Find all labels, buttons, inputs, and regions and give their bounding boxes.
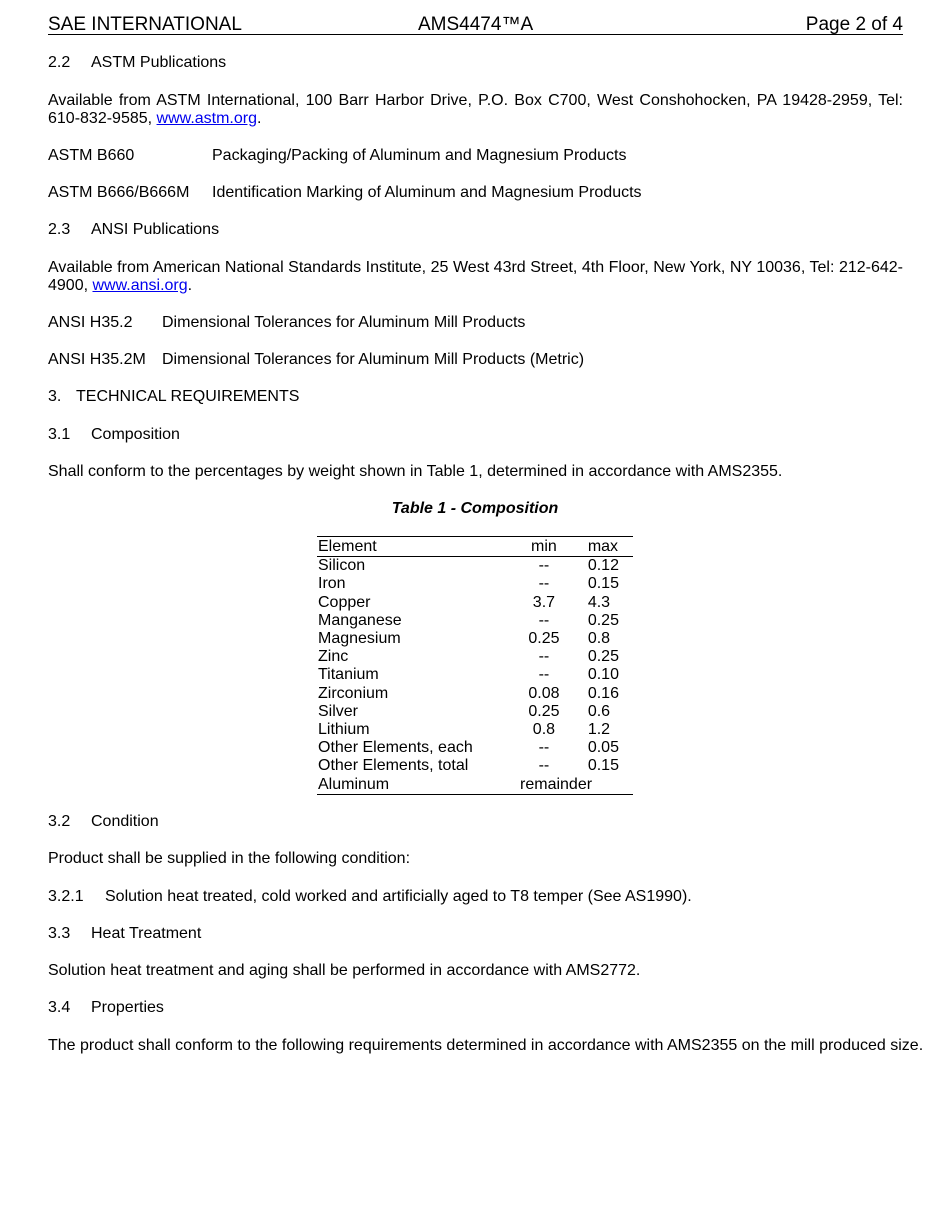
ansi-link[interactable]: www.ansi.org <box>92 277 188 294</box>
section-3-title: TECHNICAL REQUIREMENTS <box>76 388 300 405</box>
table-row <box>317 575 633 593</box>
col-header-max: max <box>578 537 633 557</box>
cell-max: 4.3 <box>587 593 611 611</box>
cell-max: 0.15 <box>587 757 619 775</box>
cell-element: Copper <box>318 593 371 611</box>
cell-element: Zirconium <box>318 684 389 702</box>
cell-max: 0.10 <box>587 666 619 684</box>
section-3-4-number: 3.4 <box>48 999 71 1016</box>
cell-max: 0.12 <box>587 557 619 575</box>
ref-title: Dimensional Tolerances for Aluminum Mill Products <box>162 314 526 331</box>
cell-max: 0.25 <box>587 648 619 666</box>
astm-link[interactable]: www.astm.org <box>156 110 257 127</box>
cell-min: -- <box>538 648 550 666</box>
cell-element: Iron <box>318 575 346 593</box>
ansi-availability-text: Available from American National Standards Institute, 25 West 43rd Street, 4th Floor, New York, NY 10036, Tel: 212-642-4900, www.ansi.org. <box>48 259 903 294</box>
cell-element: Aluminum <box>318 775 390 793</box>
section-3-3-number: 3.3 <box>48 925 71 942</box>
section-3-number: 3. <box>48 388 62 405</box>
heat-treatment-text: Solution heat treatment and aging shall be performed in accordance with AMS2772. <box>48 962 641 979</box>
cell-max: 0.8 <box>587 630 611 648</box>
cell-min: -- <box>538 666 550 684</box>
composition-table <box>317 536 633 795</box>
cell-max: 0.16 <box>587 684 619 702</box>
cell-min: 3.7 <box>532 593 556 611</box>
cell-element: Other Elements, each <box>318 739 473 757</box>
cell-element: Titanium <box>318 666 379 684</box>
section-2-3-number: 2.3 <box>48 221 71 238</box>
properties-text: The product shall conform to the following requirements determined in accordance with AMS2355 on the mill produced size. <box>48 1037 924 1054</box>
cell-element: Lithium <box>318 720 370 738</box>
table-row <box>317 685 633 703</box>
table-row <box>317 557 633 576</box>
cell-min: -- <box>538 757 550 775</box>
section-3-1-title: Composition <box>91 426 180 443</box>
cell-max: 0.15 <box>587 575 619 593</box>
table-row <box>317 739 633 757</box>
ref-title: Dimensional Tolerances for Aluminum Mill Products (Metric) <box>162 351 585 368</box>
ref-title: Packaging/Packing of Aluminum and Magnesium Products <box>212 147 627 164</box>
table-row <box>317 648 633 666</box>
header-doc-id: AMS4474™A <box>418 14 534 35</box>
table-row <box>317 612 633 630</box>
cell-element: Zinc <box>318 648 349 666</box>
cell-max: 0.25 <box>587 611 619 629</box>
table-row <box>317 721 633 739</box>
header-org: SAE INTERNATIONAL <box>48 14 242 35</box>
table-row <box>317 775 633 794</box>
section-2-2-number: 2.2 <box>48 54 71 71</box>
cell-min: 0.25 <box>528 630 560 648</box>
cell-max: 1.2 <box>587 720 611 738</box>
cell-element: Silicon <box>318 557 366 575</box>
table-row <box>317 594 633 612</box>
cell-min: -- <box>538 575 550 593</box>
table-header-row <box>317 537 633 557</box>
table-row <box>317 630 633 648</box>
ref-code: ANSI H35.2 <box>48 314 133 331</box>
section-3-3-title: Heat Treatment <box>91 925 202 942</box>
astm-availability-text: Available from ASTM International, 100 Barr Harbor Drive, P.O. Box C700, West Conshohocken, PA 19428-2959, Tel: 610-832-9585, www.astm.org. <box>48 92 903 127</box>
table-row <box>317 757 633 775</box>
cell-element: Magnesium <box>318 630 401 648</box>
section-3-2-1-number: 3.2.1 <box>48 888 84 905</box>
cell-min: 0.25 <box>528 702 560 720</box>
section-3-1-number: 3.1 <box>48 426 71 443</box>
cell-min: -- <box>538 739 550 757</box>
header-page-number: Page 2 of 4 <box>805 14 903 35</box>
table-row <box>317 666 633 684</box>
page-header <box>48 12 903 35</box>
cell-remainder: remainder <box>520 775 593 793</box>
section-3-2-number: 3.2 <box>48 813 71 830</box>
cell-min: 0.8 <box>532 720 556 738</box>
ref-code: ANSI H35.2M <box>48 351 146 368</box>
cell-element: Other Elements, total <box>318 757 469 775</box>
section-2-3-title: ANSI Publications <box>91 221 220 238</box>
col-header-element: Element <box>317 537 510 557</box>
cell-element: Silver <box>318 702 359 720</box>
col-header-min: min <box>510 537 578 557</box>
cell-min: -- <box>538 557 550 575</box>
cell-max: 0.6 <box>587 702 611 720</box>
cell-max: 0.05 <box>587 739 619 757</box>
section-2-2-title: ASTM Publications <box>91 54 227 71</box>
table-caption: Table 1 - Composition <box>391 500 559 517</box>
condition-text: Product shall be supplied in the following condition: <box>48 850 411 867</box>
cell-min: -- <box>538 611 550 629</box>
cell-min: 0.08 <box>528 684 560 702</box>
table-row <box>317 703 633 721</box>
section-3-4-title: Properties <box>91 999 164 1016</box>
ref-code: ASTM B666/B666M <box>48 184 190 201</box>
ref-code: ASTM B660 <box>48 147 135 164</box>
section-3-2-title: Condition <box>91 813 159 830</box>
composition-text: Shall conform to the percentages by weight shown in Table 1, determined in accordance with AMS2355. <box>48 463 783 480</box>
section-3-2-1-text: Solution heat treated, cold worked and artificially aged to T8 temper (See AS1990). <box>105 888 692 905</box>
ref-title: Identification Marking of Aluminum and Magnesium Products <box>212 184 642 201</box>
cell-element: Manganese <box>318 611 402 629</box>
